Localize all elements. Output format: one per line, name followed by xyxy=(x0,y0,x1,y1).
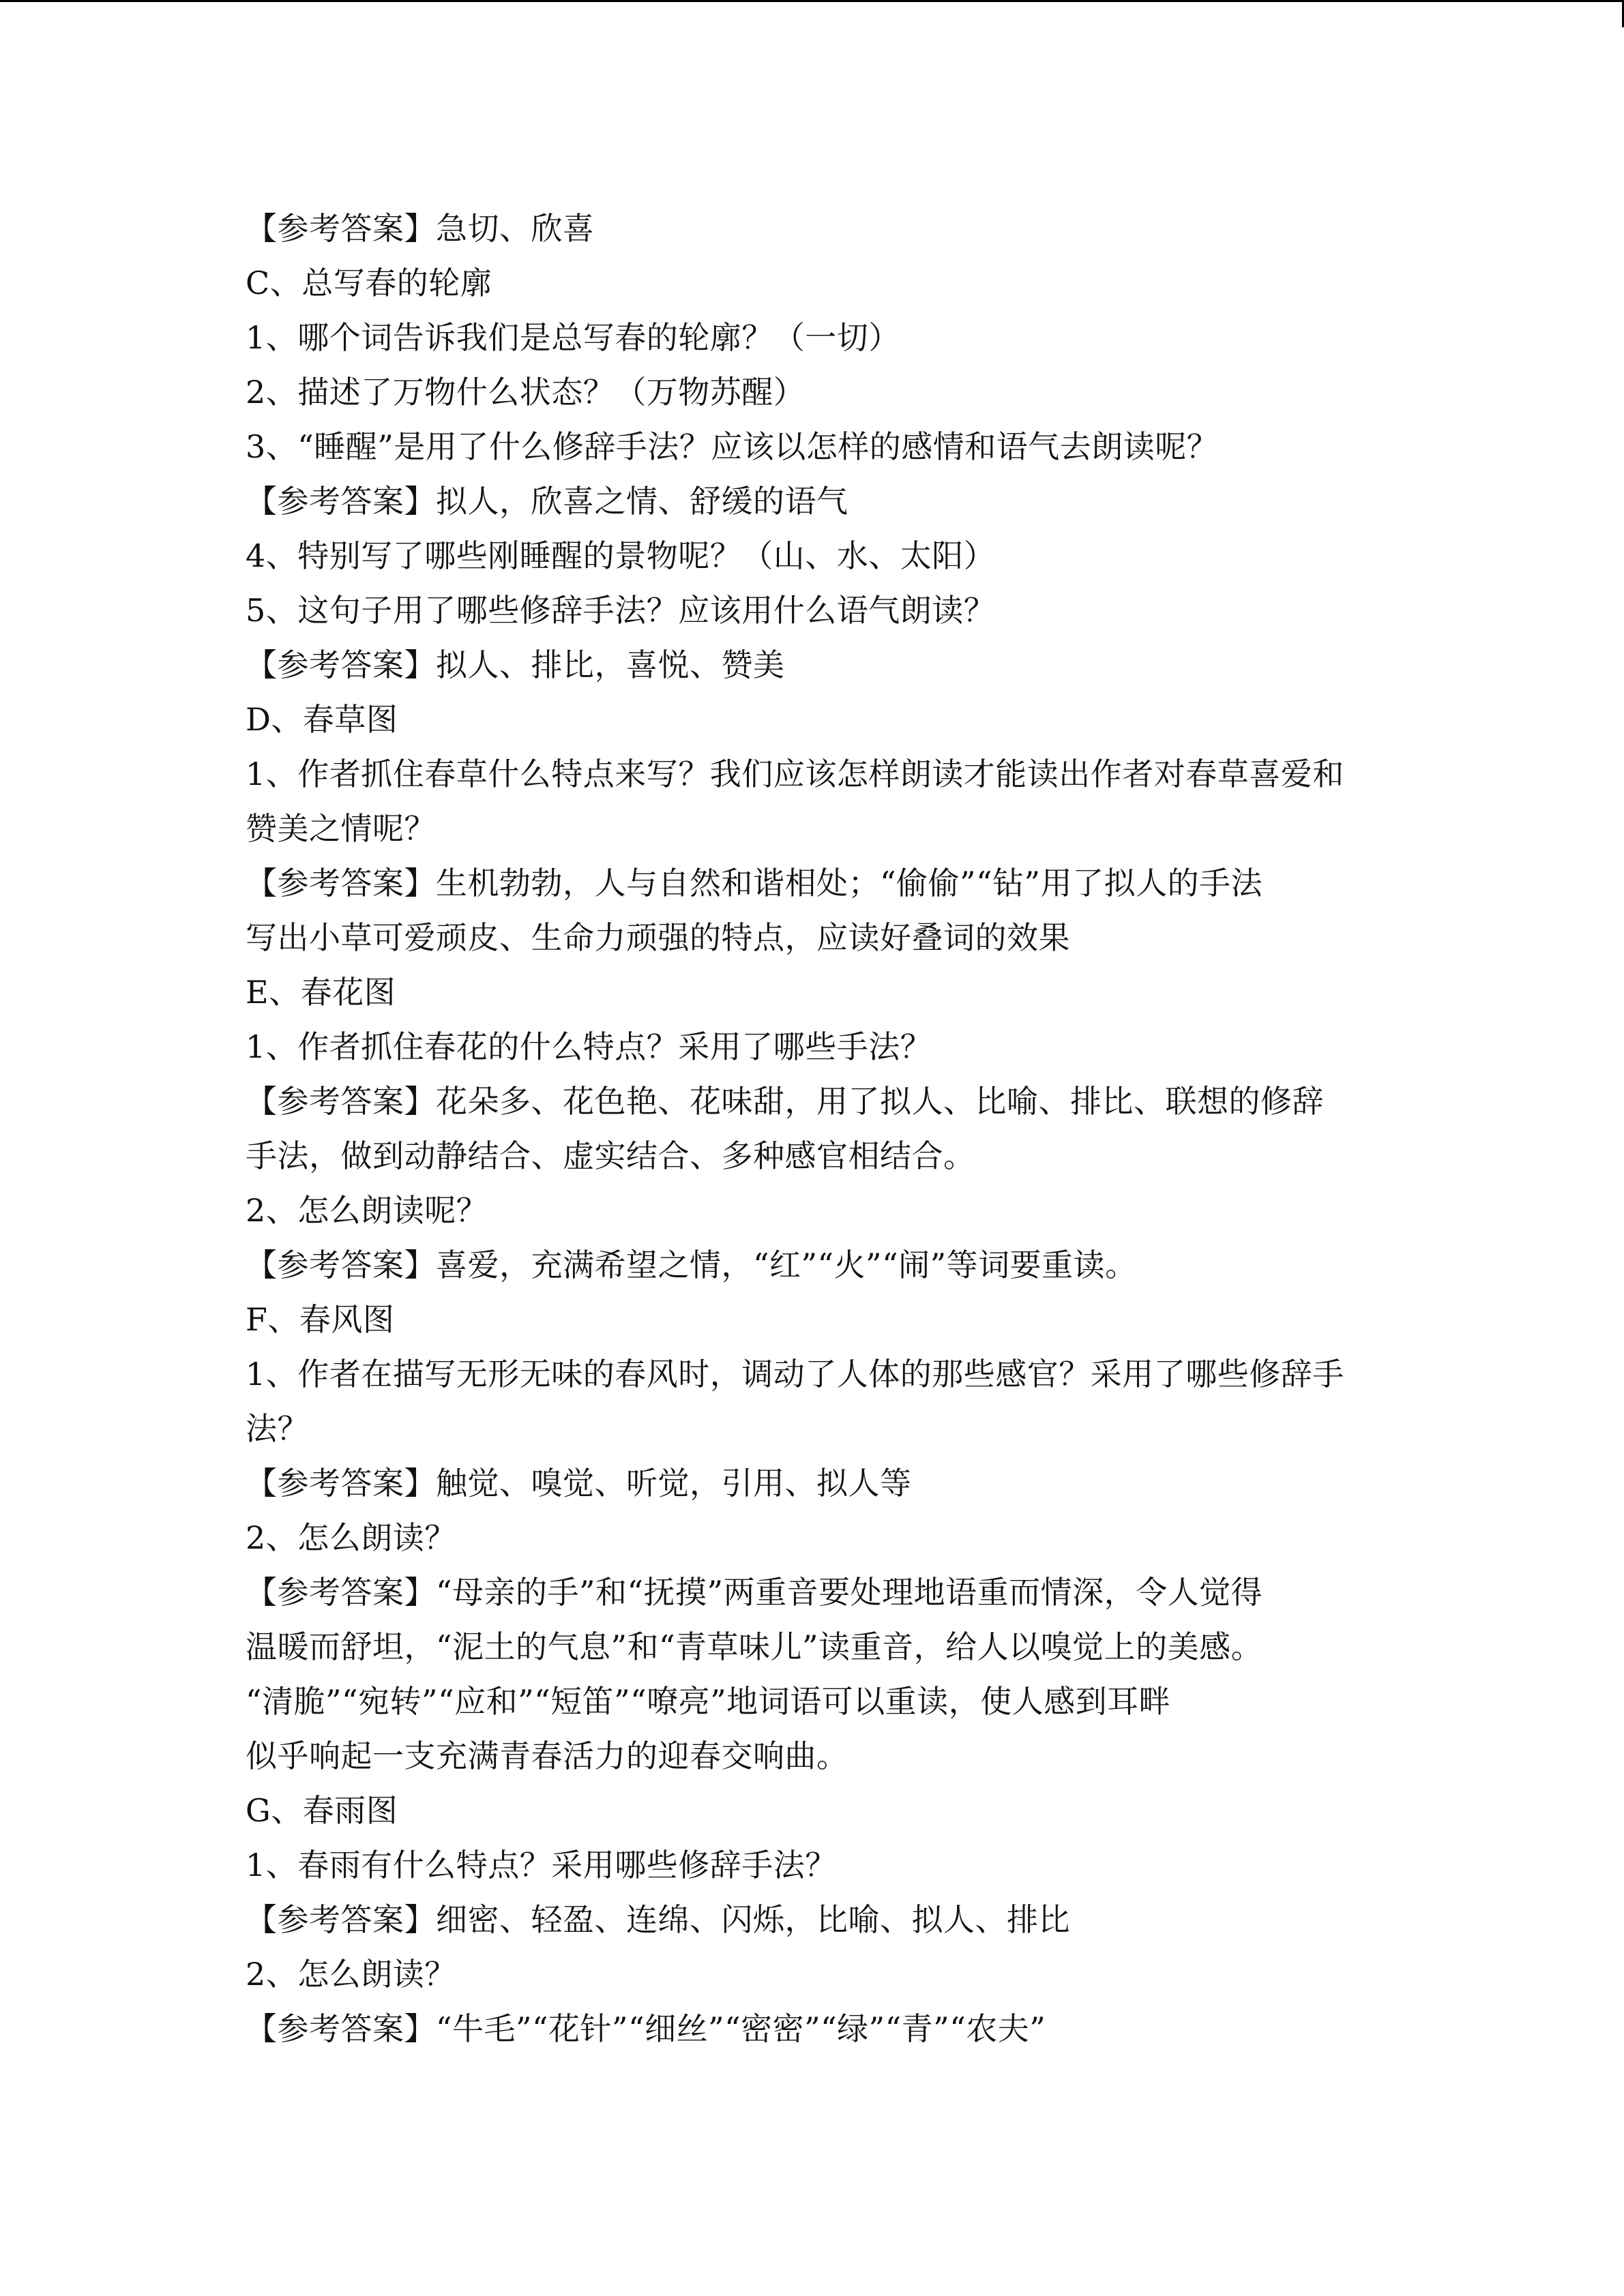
answer-line: 【参考答案】花朵多、花色艳、花味甜，用了拟人、比喻、排比、联想的修辞 xyxy=(246,1083,1324,1120)
question-line-continued: 法？ xyxy=(246,1410,309,1447)
section-heading-f: F、春风图 xyxy=(246,1301,395,1338)
question-line: 1、哪个词告诉我们是总写春的轮廓？（一切） xyxy=(246,319,900,356)
answer-line: 【参考答案】急切、欣喜 xyxy=(246,210,595,247)
question-line: 2、怎么朗读呢？ xyxy=(246,1192,488,1229)
answer-line: 【参考答案】生机勃勃，人与自然和谐相处；“偷偷”“钻”用了拟人的手法 xyxy=(246,865,1263,901)
section-heading-c: C、总写春的轮廓 xyxy=(246,265,492,301)
section-heading-g: G、春雨图 xyxy=(246,1792,398,1829)
answer-line: 【参考答案】“牛毛”“花针”“细丝”“密密”“绿”“青”“农夫” xyxy=(246,2010,1046,2047)
question-line: 3、“睡醒”是用了什么修辞手法？应该以怎样的感情和语气去朗读呢？ xyxy=(246,428,1219,465)
answer-line-continued: “清脆”“宛转”“应和”“短笛”“嘹亮”地词语可以重读，使人感到耳畔 xyxy=(246,1683,1171,1720)
question-line: 2、描述了万物什么状态？（万物苏醒） xyxy=(246,374,806,411)
answer-line: 【参考答案】触觉、嗅觉、听觉，引用、拟人等 xyxy=(246,1465,912,1502)
section-heading-e: E、春花图 xyxy=(246,974,396,1011)
section-heading-d: D、春草图 xyxy=(246,701,398,738)
answer-line-continued: 温暖而舒坦，“泥土的气息”和“青草味儿”读重音，给人以嗅觉上的美感。 xyxy=(246,1628,1263,1665)
question-line: 5、这句子用了哪些修辞手法？应该用什么语气朗读？ xyxy=(246,592,996,629)
question-line: 1、春雨有什么特点？采用哪些修辞手法？ xyxy=(246,1847,837,1883)
answer-line: 【参考答案】拟人、排比，喜悦、赞美 xyxy=(246,646,785,683)
answer-line: 【参考答案】拟人，欣喜之情、舒缓的语气 xyxy=(246,483,848,520)
answer-line: 【参考答案】喜爱，充满希望之情，“红”“火”“闹”等词要重读。 xyxy=(246,1247,1137,1283)
answer-line-continued: 似乎响起一支充满青春活力的迎春交响曲。 xyxy=(246,1738,848,1774)
question-line: 1、作者在描写无形无味的春风时，调动了人体的那些感官？采用了哪些修辞手 xyxy=(246,1356,1344,1392)
page-top-border xyxy=(0,0,1624,2)
answer-line: 【参考答案】细密、轻盈、连绵、闪烁，比喻、拟人、排比 xyxy=(246,1901,1070,1938)
answer-line-continued: 手法，做到动静结合、虚实结合、多种感官相结合。 xyxy=(246,1137,975,1174)
question-line: 1、作者抓住春草什么特点来写？我们应该怎样朗读才能读出作者对春草喜爱和 xyxy=(246,756,1344,792)
question-line: 4、特别写了哪些刚睡醒的景物呢？（山、水、太阳） xyxy=(246,537,996,574)
answer-line-continued: 写出小草可爱顽皮、生命力顽强的特点，应读好叠词的效果 xyxy=(246,919,1070,956)
question-line: 2、怎么朗读？ xyxy=(246,1519,456,1556)
answer-line: 【参考答案】“母亲的手”和“抚摸”两重音要处理地语重而情深，令人觉得 xyxy=(246,1574,1263,1611)
document-body xyxy=(246,201,1391,2056)
question-line: 2、怎么朗读？ xyxy=(246,1956,456,1993)
question-line-continued: 赞美之情呢？ xyxy=(246,810,436,847)
question-line: 1、作者抓住春花的什么特点？采用了哪些手法？ xyxy=(246,1028,932,1065)
